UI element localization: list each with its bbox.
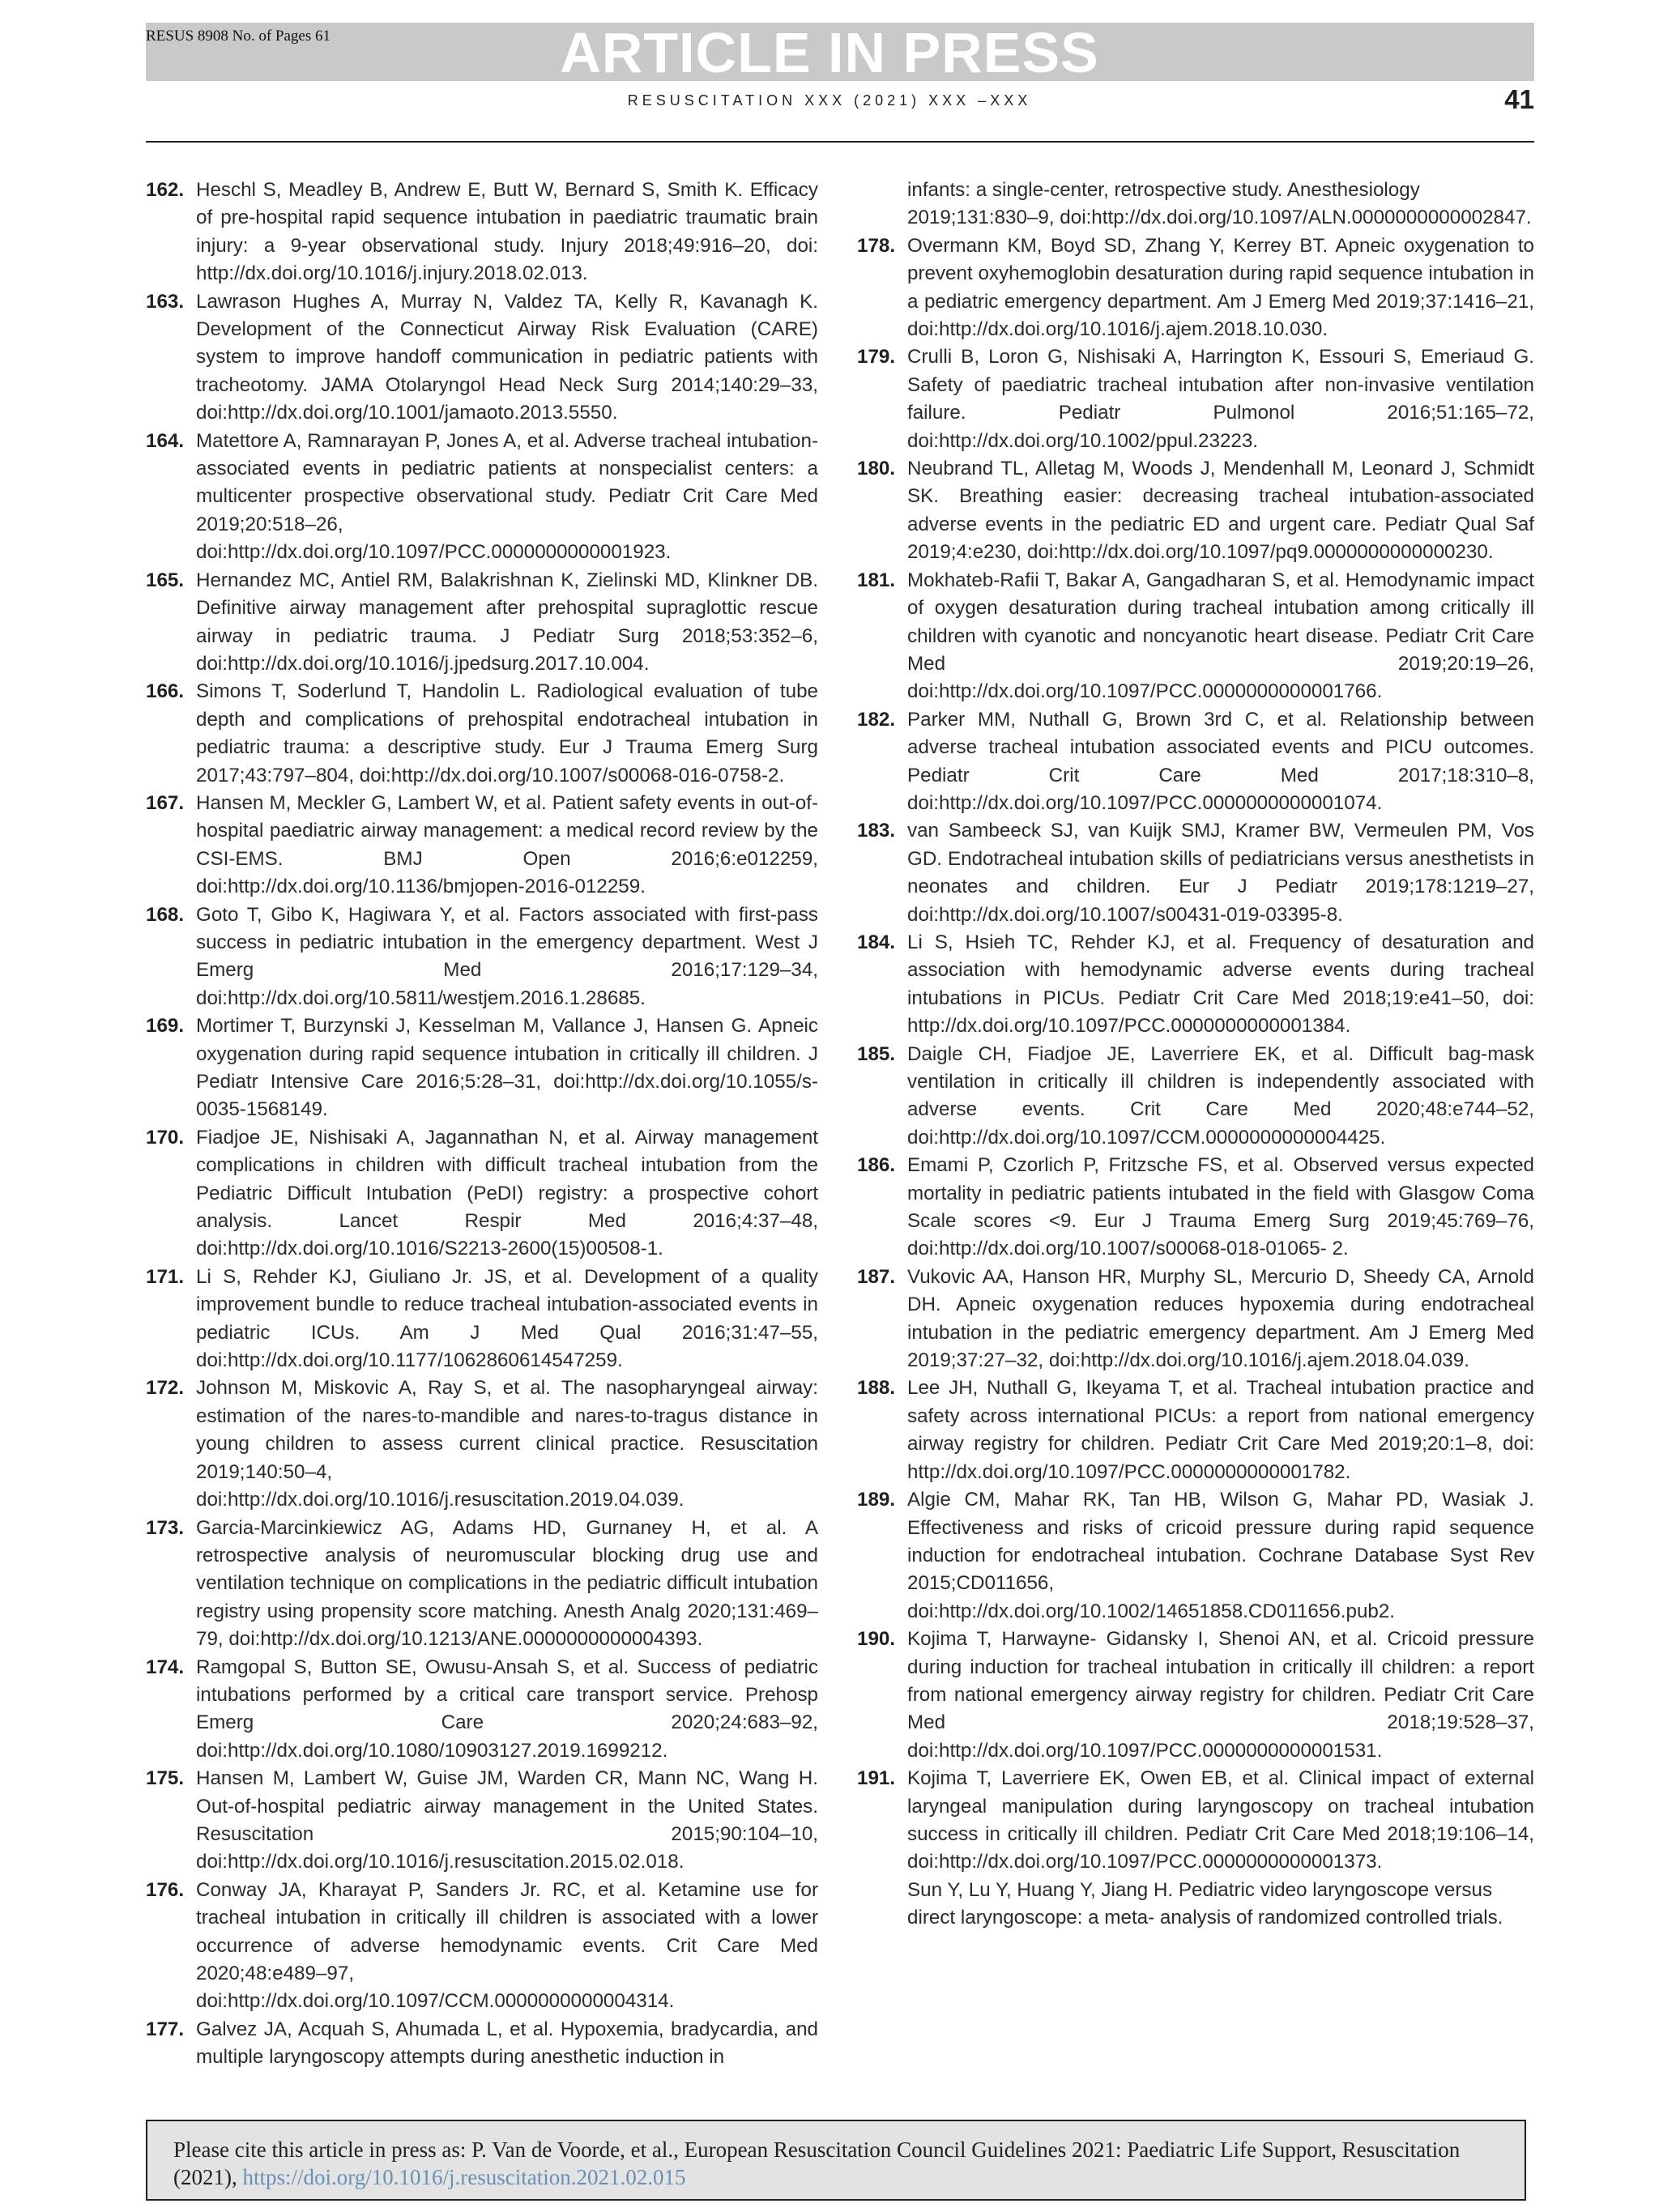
reference-item [146, 1124, 818, 1264]
reference-number: 168. [146, 903, 185, 926]
reference-text: Lee JH, Nuthall G, Ikeyama T, et al. Tracheal intubation practice and safety across international PICUs: a report from national emergency airway registry for children. Pediatr Crit Care Med 2019;20:1–8, doi: http://dx.doi.org/10.1097/PCC.0000000000001782. [907, 1377, 1534, 1483]
reference-item [857, 1041, 1534, 1153]
reference-item [857, 706, 1534, 818]
reference-text: Lawrason Hughes A, Murray N, Valdez TA, Kelly R, Kavanagh K. Development of the Connecticut Airway Risk Evaluation (CARE) system to improve handoff communication in pediatric patients with tracheotomy. JAMA Otolaryngol Head Neck Surg 2014;140:29–33, doi:http://dx.doi.org/10.1001/jamaoto.2013.5550. [196, 290, 818, 424]
reference-number: 191. [857, 1767, 896, 1790]
reference-item [857, 567, 1534, 706]
reference-item [857, 1626, 1534, 1765]
reference-number: 165. [146, 569, 185, 591]
reference-number: 162. [146, 179, 185, 201]
reference-item [857, 817, 1534, 929]
reference-number: 171. [146, 1265, 185, 1288]
references-right-column [857, 177, 1534, 1933]
reference-text: Daigle CH, Fiadjoe JE, Laverriere EK, et al. Difficult bag-mask ventilation in critically ill children is independently associated with adverse events. Crit Care Med 2020;48:e744–52, doi:http://dx.doi.org/10.1097/CCM.0000000000004425. [907, 1042, 1534, 1149]
reference-text: Li S, Hsieh TC, Rehder KJ, et al. Frequency of desaturation and association with hemodynamic adverse events during tracheal intubations in PICUs. Pediatr Crit Care Med 2018;19:e41–50, doi: http://dx.doi.org/10.1097/PCC.0000000000001384. [907, 931, 1534, 1038]
reference-number: 164. [146, 429, 185, 452]
citation-notice [146, 2120, 1526, 2201]
reference-text: Heschl S, Meadley B, Andrew E, Butt W, Bernard S, Smith K. Efficacy of pre-hospital rapid sequence intubation in paediatric traumatic brain injury: a 9-year observational study. Injury 2018;49:916–20, doi: http://dx.doi.org/10.1016/j.injury.2018.02.013. [196, 179, 818, 285]
citation-text: Please cite this article in press as: P. Van de Voorde, et al., European Resuscitation Council Guidelines 2021: Paediatric Life Support, Resuscitation (2021), [173, 2137, 1461, 2189]
banner-title: ARTICLE IN PRESS [560, 21, 1099, 84]
reference-text: Kojima T, Laverriere EK, Owen EB, et al. Clinical impact of external laryngeal manipulation during laryngoscopy on tracheal intubation success in critically ill children. Pediatr Crit Care Med 2018;19:106–14, doi:http://dx.doi.org/10.1097/PCC.0000000000001373. [907, 1767, 1534, 1873]
reference-text: Simons T, Soderlund T, Handolin L. Radiological evaluation of tube depth and complications of prehospital endotracheal intubation in pediatric trauma: a descriptive study. Eur J Trauma Emerg Surg 2017;43:797–804, doi:http://dx.doi.org/10.1007/s00068-016-0758-2. [196, 680, 818, 786]
page-number: 41 [1504, 84, 1534, 114]
reference-number: 180. [857, 458, 896, 480]
reference-text: Neubrand TL, Alletag M, Woods J, Mendenhall M, Leonard J, Schmidt SK. Breathing easier: decreasing tracheal intubation-associated adverse events in the pediatric ED and urgent care. Pediatr Qual Saf 2019;4:e230, doi:http://dx.doi.org/10.1097/pq9.0000000000000230. [907, 458, 1534, 564]
reference-item [146, 1654, 818, 1766]
reference-number: 190. [857, 1628, 896, 1651]
reference-text: Hansen M, Meckler G, Lambert W, et al. Patient safety events in out-of-hospital paediatric airway management: a medical record review by the CSI-EMS. BMJ Open 2016;6:e012259, doi:http://dx.doi.org/10.1136/bmjopen-2016-012259. [196, 791, 818, 898]
reference-number: 178. [857, 234, 896, 257]
reference-text: Crulli B, Loron G, Nishisaki A, Harrington K, Essouri S, Emeriaud G. Safety of paediatric tracheal intubation after non-invasive ventilation failure. Pediatr Pulmonol 2016;51:165–72, doi:http://dx.doi.org/10.1002/ppul.23223. [907, 346, 1534, 452]
reference-continuation: infants: a single-center, retrospective study. Anesthesiology 2019;131:830–9, doi:http://dx.doi.org/10.1097/ALN.0000000000002847. [907, 179, 1532, 229]
reference-number: 170. [146, 1126, 185, 1149]
reference-item [146, 428, 818, 567]
reference-number: 188. [857, 1377, 896, 1400]
reference-number: 182. [857, 708, 896, 731]
reference-number: 186. [857, 1154, 896, 1177]
reference-text: Hernandez MC, Antiel RM, Balakrishnan K, Zielinski MD, Klinkner DB. Definitive airway management after prehospital supraglottic rescue airway in pediatric trauma. J Pediatr Surg 2018;53:352–6, doi:http://dx.doi.org/10.1016/j.jpedsurg.2017.10.004. [196, 569, 818, 675]
reference-number: 163. [146, 290, 185, 313]
running-head: RESUSCITATION XXX (2021) XXX –XXX [627, 92, 1032, 109]
reference-text: Conway JA, Kharayat P, Sanders Jr. RC, et al. Ketamine use for tracheal intubation in critically ill children is associated with a lower occurrence of adverse hemodynamic events. Crit Care Med 2020;48:e489–97, doi:http://dx.doi.org/10.1097/CCM.0000000000004314. [196, 1878, 818, 2013]
reference-text: Algie CM, Mahar RK, Tan HB, Wilson G, Mahar PD, Wasiak J. Effectiveness and risks of cricoid pressure during rapid sequence induction for endotracheal intubation. Cochrane Database Syst Rev 2015;CD011656, doi:http://dx.doi.org/10.1002/14651858.CD011656.pub2. [907, 1489, 1534, 1622]
reference-text: Fiadjoe JE, Nishisaki A, Jagannathan N, et al. Airway management complications in children with difficult tracheal intubation from the Pediatric Difficult Intubation (PeDI) registry: a prospective cohort analysis. Lancet Respir Med 2016;4:37–48, doi:http://dx.doi.org/10.1016/S2213-2600(15)00508-1. [196, 1126, 818, 1260]
citation-doi-link[interactable]: https://doi.org/10.1016/j.resuscitation.2021.02.015 [242, 2165, 686, 2189]
reference-text: Galvez JA, Acquah S, Ahumada L, et al. Hypoxemia, bradycardia, and multiple laryngoscopy attempts during anesthetic induction in [196, 2018, 818, 2069]
reference-number: 181. [857, 569, 896, 591]
reference-item [146, 1375, 818, 1514]
reference-number: 176. [146, 1878, 185, 1901]
manuscript-label: RESUS 8908 No. of Pages 61 [146, 28, 331, 45]
reference-number: 189. [857, 1489, 896, 1511]
reference-text: Johnson M, Miskovic A, Ray S, et al. The nasopharyngeal airway: estimation of the nares-to-mandible and nares-to-tragus distance in young children to assess current clinical practice. Resuscitation 2019;140:50–4, doi:http://dx.doi.org/10.1016/j.resuscitation.2019.04.039. [196, 1377, 818, 1511]
reference-item [146, 177, 818, 288]
reference-item [857, 455, 1534, 567]
reference-number: 175. [146, 1767, 185, 1790]
reference-item [146, 1877, 818, 2016]
references-left-column [146, 177, 818, 2072]
reference-text: Ramgopal S, Button SE, Owusu-Ansah S, et al. Success of pediatric intubations performed by a critical care transport service. Prehosp Emerg Care 2020;24:683–92, doi:http://dx.doi.org/10.1080/10903127.2019.1699212. [196, 1656, 818, 1762]
reference-text: Matettore A, Ramnarayan P, Jones A, et al. Adverse tracheal intubation- associated events in pediatric patients at nonspecialist centers: a multicenter prospective observational study. Pediatr Crit Care Med 2019;20:518–26, doi:http://dx.doi.org/10.1097/PCC.0000000000001923. [196, 429, 818, 564]
reference-text: Parker MM, Nuthall G, Brown 3rd C, et al. Relationship between adverse tracheal intubation associated events and PICU outcomes. Pediatr Crit Care Med 2017;18:310–8, doi:http://dx.doi.org/10.1097/PCC.0000000000001074. [907, 708, 1534, 814]
reference-text: Li S, Rehder KJ, Giuliano Jr. JS, et al. Development of a quality improvement bundle to reduce tracheal intubation-associated events in pediatric ICUs. Am J Med Qual 2016;31:47–55, doi:http://dx.doi.org/10.1177/1062860614547259. [196, 1265, 818, 1372]
reference-trailing-text: Sun Y, Lu Y, Huang Y, Jiang H. Pediatric video laryngoscope versus direct laryngoscope: a meta- analysis of randomized controlled trials. [907, 1878, 1503, 1929]
reference-text: Goto T, Gibo K, Hagiwara Y, et al. Factors associated with first-pass success in pediatric intubation in the emergency department. West J Emerg Med 2016;17:129–34, doi:http://dx.doi.org/10.5811/westjem.2016.1.28685. [196, 903, 818, 1009]
reference-item [857, 929, 1534, 1041]
reference-text: Hansen M, Lambert W, Guise JM, Warden CR, Mann NC, Wang H. Out-of-hospital pediatric airway management in the United States. Resuscitation 2015;90:104–10, doi:http://dx.doi.org/10.1016/j.resuscitation.2015.02.018. [196, 1767, 818, 1873]
reference-number: 184. [857, 931, 896, 953]
reference-number: 183. [857, 820, 896, 842]
reference-text: Emami P, Czorlich P, Fritzsche FS, et al. Observed versus expected mortality in pediatric patients intubated in the field with Glasgow Coma Scale scores <9. Eur J Trauma Emerg Surg 2019;45:769–76, doi:http://dx.doi.org/10.1007/s00068-018-01065- 2. [907, 1154, 1534, 1260]
reference-number: 173. [146, 1516, 185, 1539]
reference-text: Vukovic AA, Hanson HR, Murphy SL, Mercurio D, Sheedy CA, Arnold DH. Apneic oxygenation reduces hypoxemia during endotracheal intubation in the pediatric emergency department. Am J Emerg Med 2019;37:27–32, doi:http://dx.doi.org/10.1016/j.ajem.2018.04.039. [907, 1265, 1534, 1372]
reference-number: 169. [146, 1015, 185, 1038]
reference-item [146, 567, 818, 679]
reference-item [857, 1765, 1534, 1877]
reference-number: 187. [857, 1265, 896, 1288]
reference-item [857, 343, 1534, 455]
reference-text: Overmann KM, Boyd SD, Zhang Y, Kerrey BT. Apneic oxygenation to prevent oxyhemoglobin desaturation during rapid sequence intubation in a pediatric emergency department. Am J Emerg Med 2019;37:1416–21, doi:http://dx.doi.org/10.1016/j.ajem.2018.10.030. [907, 234, 1534, 341]
reference-item [146, 1012, 818, 1124]
header-divider [146, 141, 1534, 143]
reference-item [146, 2016, 818, 2072]
reference-item [857, 1486, 1534, 1626]
reference-number: 167. [146, 791, 185, 814]
reference-item [857, 1152, 1534, 1264]
reference-number: 177. [146, 2018, 185, 2040]
reference-text: Garcia-Marcinkiewicz AG, Adams HD, Gurnaney H, et al. A retrospective analysis of neuromuscular blocking drug use and ventilation technique on complications in the pediatric difficult intubation registry using propensity score matching. Anesth Analg 2020;131:469–79, doi:http://dx.doi.org/10.1213/ANE.0000000000004393. [196, 1516, 818, 1651]
reference-number: 166. [146, 680, 185, 703]
reference-item [857, 1264, 1534, 1375]
reference-item [857, 1375, 1534, 1486]
reference-number: 172. [146, 1377, 185, 1400]
reference-item [857, 232, 1534, 344]
reference-text: van Sambeeck SJ, van Kuijk SMJ, Kramer BW, Vermeulen PM, Vos GD. Endotracheal intubation skills of pediatricians versus anesthetists in neonates and children. Eur J Pediatr 2019;178:1219–27, doi:http://dx.doi.org/10.1007/s00431-019-03395-8. [907, 820, 1534, 926]
reference-text: Kojima T, Harwayne- Gidansky I, Shenoi AN, et al. Cricoid pressure during induction for tracheal intubation in critically ill children: a report from national emergency airway registry for children. Pediatr Crit Care Med 2018;19:528–37, doi:http://dx.doi.org/10.1097/PCC.0000000000001531. [907, 1628, 1534, 1762]
reference-number: 185. [857, 1042, 896, 1065]
reference-item [146, 288, 818, 428]
reference-item [146, 1515, 818, 1654]
reference-text: Mortimer T, Burzynski J, Kesselman M, Vallance J, Hansen G. Apneic oxygenation during rapid sequence intubation in critically ill children. J Pediatr Intensive Care 2016;5:28–31, doi:http://dx.doi.org/10.1055/s-0035-1568149. [196, 1015, 818, 1121]
reference-item [146, 1765, 818, 1877]
reference-item [146, 790, 818, 901]
reference-item [146, 1264, 818, 1375]
reference-item [146, 678, 818, 790]
reference-number: 174. [146, 1656, 185, 1678]
reference-number: 179. [857, 346, 896, 369]
reference-item [146, 901, 818, 1013]
reference-text: Mokhateb-Rafii T, Bakar A, Gangadharan S, et al. Hemodynamic impact of oxygen desaturation during tracheal intubation among critically ill children with cyanotic and noncyanotic heart disease. Pediatr Crit Care Med 2019;20:19–26, doi:http://dx.doi.org/10.1097/PCC.0000000000001766. [907, 569, 1534, 703]
